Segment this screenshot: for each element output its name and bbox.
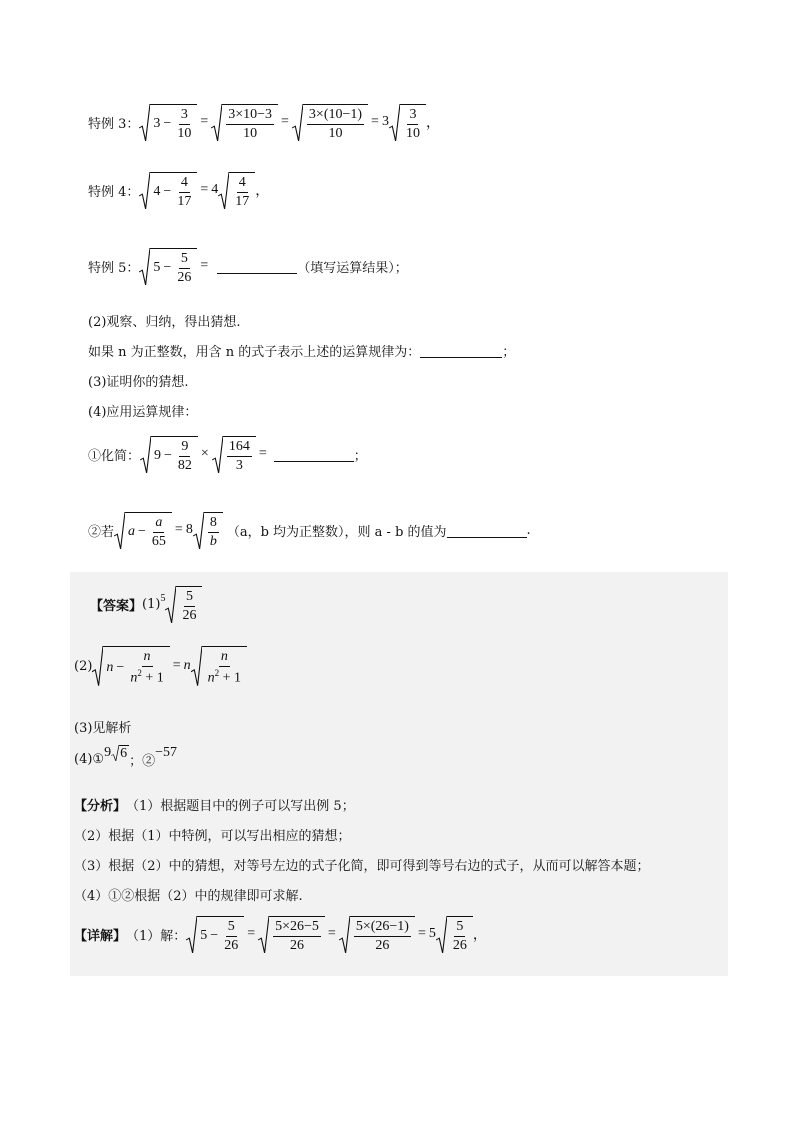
answer-line1: 【答案】 (1) 5 $\frac{5}{26}$ [90,584,202,624]
answer-blank[interactable] [447,523,527,538]
q4-part2-formula: a − $\frac{a}{65}$ = 8 $\frac{8}{b}$ [114,512,223,549]
q4-part1-formula: 9 − $\frac{9}{82}$ × $\frac{164}{3}$ = [140,436,270,473]
radical: $\frac{3}{10}$ [389,104,426,141]
analysis-line1: 【分析】 （1）根据题目中的例子可以写出例 5； [74,798,355,814]
q4-part1: ①化简： 9 − $\frac{9}{82}$ × $\frac{164}{3}$ = ； [88,430,367,478]
q3-line: (3)证明你的猜想. [88,374,189,390]
example-5-line [88,244,408,288]
q4-part2-text: （a，b 均为正整数），则 a - b 的值为 [226,524,447,540]
example-5-label: 特例 5： [88,260,140,276]
radical: $\frac{3\times 10-3}{10}$ [211,104,278,141]
analysis-line4: （4）①②根据（2）中的规律即可求解. [74,888,303,904]
answer-line3: (3)见解析 [74,720,132,736]
answer-blank[interactable] [274,447,354,462]
example-5-formula: 5 − $\frac{5}{26}$ = [139,248,211,285]
detail-line: 【详解】 （1）解： 5 − $\frac{5}{26}$ = $\frac{5\times 26-5}{26}$ = $\frac{5\times(26-1)}{26}$ = 5 $\frac{5}{26}$ ， [74,912,487,956]
example-3-formula: 3 − $\frac{3}{10}$ = $\frac{3\times 10-3}{10}$ = $\frac{3\times(10-1)}{10}$ = 3 $\frac{3}{10}$ ， [139,104,440,141]
q4-part2: ②若 a − $\frac{a}{65}$ = 8 $\frac{8}{b}$ （a，b 均为正整数），则 a - b 的值为 . [88,506,531,554]
example-4-formula: 4 − $\frac{4}{17}$ = 4 $\frac{4}{17}$ ， [139,172,269,209]
answer-section [70,572,728,976]
answer-blank[interactable] [420,343,502,358]
analysis-line3: （3）根据（2）中的猜想，对等号左边的式子化简，即可得到等号右边的式子，从而可以解答本题； [74,858,650,874]
radical: $\frac{3\times(10-1)}{10}$ [292,104,368,141]
q4-line: (4)应用运算规律： [88,404,198,420]
answer-line4: (4)① 9 6 ；② −57 [74,745,177,769]
q2-line1: (2)观察、归纳，得出猜想. [88,314,241,330]
q2-line2: 如果 n 为正整数，用含 n 的式子表示上述的运算规律为： ； [88,344,516,360]
answer-line2: (2) n − $\frac{n}{n^2 + 1}$ = n $\frac{n}{n^2 + 1}$ [74,644,247,688]
q4-part1-label: ①化简： [88,448,141,464]
example-3-line [88,100,440,144]
example-4-label: 特例 4： [88,184,140,200]
answer-blank[interactable] [217,259,297,274]
radical: 3 − $\frac{3}{10}$ [139,104,197,141]
example-4-line [88,168,269,212]
example-5-hint: （填写运算结果）； [297,260,408,276]
analysis-line2: （2）根据（1）中特例，可以写出相应的猜想； [74,828,351,844]
example-3-label: 特例 3： [88,116,140,132]
q4-part2-label: ②若 [88,524,115,540]
